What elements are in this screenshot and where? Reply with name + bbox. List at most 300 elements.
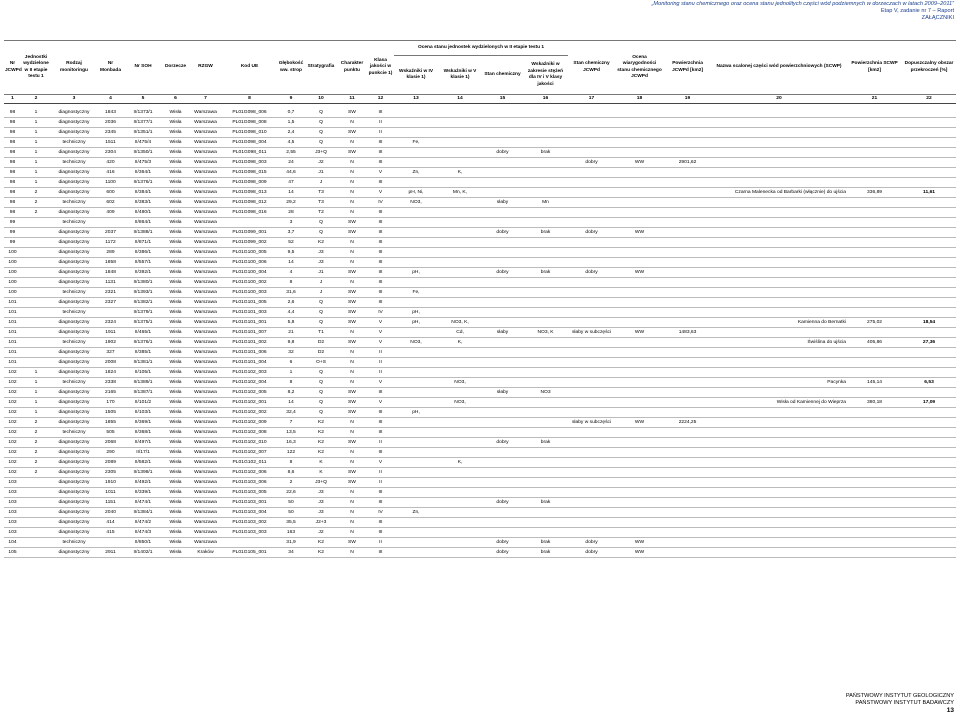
table-cell — [615, 118, 664, 128]
table-cell — [615, 258, 664, 268]
table-cell: Warszawa — [189, 428, 222, 438]
table-row — [4, 398, 956, 408]
table-cell — [847, 268, 902, 278]
table-cell — [847, 138, 902, 148]
table-cell — [21, 258, 51, 268]
table-cell: SW — [337, 538, 367, 548]
table-cell: brak — [523, 438, 568, 448]
table-cell — [902, 168, 956, 178]
table-cell: 1511 — [97, 138, 124, 148]
table-cell: Wisła — [162, 208, 189, 218]
table-cell — [902, 308, 956, 318]
table-cell: Wisła — [162, 308, 189, 318]
table-cell — [711, 218, 847, 228]
table-cell: Wisła — [162, 288, 189, 298]
table-cell — [97, 218, 124, 228]
table-cell: Q — [305, 368, 337, 378]
table-cell: 22,6 — [277, 488, 305, 498]
table-cell: II/385/1 — [124, 348, 162, 358]
table-row — [4, 258, 956, 268]
table-cell: K, — [438, 168, 482, 178]
table-cell — [394, 328, 438, 338]
table-cell — [847, 118, 902, 128]
table-cell — [847, 288, 902, 298]
table-cell — [394, 248, 438, 258]
table-cell: 101 — [4, 328, 21, 338]
table-cell: 336,89 — [847, 188, 902, 198]
table-cell: 104 — [4, 538, 21, 548]
column-header: Wskaźniki w IV klasie 1) — [394, 56, 438, 95]
table-cell: Q — [305, 228, 337, 238]
table-cell — [438, 528, 482, 538]
column-number: 10 — [305, 95, 337, 104]
table-cell: Warszawa — [189, 328, 222, 338]
table-cell — [615, 458, 664, 468]
table-cell: 52 — [277, 238, 305, 248]
table-cell — [482, 428, 523, 438]
column-number: 5 — [124, 95, 162, 104]
table-cell: 102 — [4, 408, 21, 418]
table-cell — [523, 468, 568, 478]
column-number: 6 — [162, 95, 189, 104]
table-cell: O+S — [305, 358, 337, 368]
table-cell — [394, 418, 438, 428]
table-cell — [222, 218, 277, 228]
table-cell: II/392/1 — [124, 268, 162, 278]
table-cell: diagnostyczny — [51, 318, 97, 328]
table-cell — [482, 338, 523, 348]
table-cell — [568, 518, 615, 528]
table-cell: WW — [615, 268, 664, 278]
table-cell: II/492/1 — [124, 478, 162, 488]
table-cell — [394, 528, 438, 538]
table-cell — [615, 358, 664, 368]
table-cell: Q — [305, 318, 337, 328]
table-cell: 27,36 — [902, 338, 956, 348]
column-header: Wskaźniki w V klasie 1) — [438, 56, 482, 95]
table-cell — [847, 278, 902, 288]
table-cell — [394, 368, 438, 378]
table-cell: 101 — [4, 338, 21, 348]
table-cell — [438, 418, 482, 428]
table-cell: II/1376/1 — [124, 338, 162, 348]
table-cell: PL01G098_006 — [222, 108, 277, 118]
table-cell: PL01G103_005 — [222, 488, 277, 498]
table-cell — [568, 168, 615, 178]
table-cell — [482, 208, 523, 218]
table-cell: Wisła — [162, 108, 189, 118]
table-cell: Fe, — [394, 138, 438, 148]
table-cell: 6 — [277, 358, 305, 368]
table-cell: 2 — [21, 418, 51, 428]
table-cell: 409 — [97, 208, 124, 218]
table-cell: Wisła — [162, 318, 189, 328]
table-cell — [568, 298, 615, 308]
table-cell: II/1393/1 — [124, 288, 162, 298]
table-cell: Warszawa — [189, 178, 222, 188]
table-row — [4, 148, 956, 158]
table-cell — [21, 308, 51, 318]
table-cell: dobry — [568, 548, 615, 558]
table-cell: III — [367, 258, 394, 268]
table-cell — [711, 178, 847, 188]
table-cell — [438, 258, 482, 268]
table-cell: J3 — [305, 488, 337, 498]
table-cell: Wisła — [162, 188, 189, 198]
table-cell — [394, 438, 438, 448]
table-cell — [21, 248, 51, 258]
column-header: Charakter punktu — [337, 41, 367, 95]
table-cell — [664, 128, 711, 138]
table-cell — [615, 398, 664, 408]
table-cell — [615, 488, 664, 498]
table-cell: K2 — [305, 238, 337, 248]
table-cell: N — [337, 428, 367, 438]
table-cell: Warszawa — [189, 318, 222, 328]
table-cell — [711, 298, 847, 308]
table-cell — [664, 138, 711, 148]
table-cell: 14 — [277, 258, 305, 268]
table-row — [4, 228, 956, 238]
table-cell — [664, 468, 711, 478]
table-cell — [847, 508, 902, 518]
table-cell: J3+Q — [305, 148, 337, 158]
table-cell: Kraków — [189, 548, 222, 558]
table-cell: 14 — [277, 398, 305, 408]
table-cell: 8 — [277, 458, 305, 468]
table-cell: 24 — [277, 158, 305, 168]
table-cell: Wisła — [162, 198, 189, 208]
table-cell: 327 — [97, 348, 124, 358]
table-cell: 7 — [277, 418, 305, 428]
table-cell: słaby w subczęści — [568, 418, 615, 428]
table-cell — [711, 458, 847, 468]
table-row — [4, 158, 956, 168]
report-title: „Monitoring stanu chemicznego oraz ocena stanu jednolitych części wód podziemnych w dorzeczach w latach 2009–2011” — [651, 1, 954, 7]
table-cell — [847, 438, 902, 448]
table-cell: 2 — [277, 478, 305, 488]
table-cell — [711, 408, 847, 418]
table-cell — [902, 178, 956, 188]
table-cell: K2 — [305, 428, 337, 438]
table-cell: III — [367, 178, 394, 188]
table-cell — [711, 198, 847, 208]
table-cell — [523, 248, 568, 258]
table-cell: PL01G098_009 — [222, 178, 277, 188]
table-cell — [523, 308, 568, 318]
table-cell — [902, 328, 956, 338]
table-cell — [438, 368, 482, 378]
table-cell — [21, 278, 51, 288]
table-cell: 2165 — [97, 388, 124, 398]
table-cell: 31,9 — [277, 538, 305, 548]
table-cell: diagnostyczny — [51, 268, 97, 278]
table-cell: PL01G098_003 — [222, 158, 277, 168]
table-cell: T1 — [305, 328, 337, 338]
table-cell: II/1351/1 — [124, 128, 162, 138]
table-cell: PL01G098_016 — [222, 208, 277, 218]
table-cell: II — [367, 538, 394, 548]
table-cell — [568, 288, 615, 298]
table-cell — [664, 458, 711, 468]
table-cell: Wisła — [162, 158, 189, 168]
table-cell — [394, 258, 438, 268]
table-cell: PL01G100_004 — [222, 268, 277, 278]
table-cell: PL01G098_004 — [222, 138, 277, 148]
table-cell — [523, 398, 568, 408]
table-cell — [902, 348, 956, 358]
table-cell: N — [337, 178, 367, 188]
table-cell: II/1389/1 — [124, 378, 162, 388]
table-cell — [902, 408, 956, 418]
table-cell — [21, 538, 51, 548]
table-cell: 1151 — [97, 498, 124, 508]
table-cell: Warszawa — [189, 308, 222, 318]
table-cell — [21, 268, 51, 278]
table-cell: 2040 — [97, 508, 124, 518]
table-cell: N — [337, 238, 367, 248]
table-cell: dobry — [482, 438, 523, 448]
table-cell: Wisła — [162, 458, 189, 468]
table-cell: diagnostyczny — [51, 238, 97, 248]
column-header: Dopuszczalny obszar przekroczeń [%] — [902, 41, 956, 95]
table-cell: 102 — [4, 448, 21, 458]
table-cell — [482, 458, 523, 468]
table-cell — [615, 288, 664, 298]
table-cell: WW — [615, 538, 664, 548]
table-cell — [711, 488, 847, 498]
table-cell: 1 — [21, 148, 51, 158]
table-cell: II/1380/1 — [124, 278, 162, 288]
table-cell: dobry — [482, 548, 523, 558]
table-cell: K2 — [305, 448, 337, 458]
table-cell — [482, 168, 523, 178]
table-cell: 1 — [21, 368, 51, 378]
table-cell — [438, 208, 482, 218]
table-cell: J3+Q — [305, 478, 337, 488]
report-stage: Etap V, zadanie nr 7 – Raport — [880, 8, 954, 14]
table-cell: II/1402/1 — [124, 548, 162, 558]
table-cell — [711, 238, 847, 248]
column-number: 20 — [711, 95, 847, 104]
table-cell — [902, 428, 956, 438]
table-cell — [711, 478, 847, 488]
table-cell: słaby — [482, 198, 523, 208]
table-cell — [482, 358, 523, 368]
table-cell — [523, 338, 568, 348]
table-cell: III — [367, 218, 394, 228]
table-cell: SW — [337, 108, 367, 118]
table-cell — [615, 368, 664, 378]
table-cell: III — [367, 498, 394, 508]
table-row — [4, 318, 956, 328]
table-cell: Warszawa — [189, 378, 222, 388]
table-cell — [711, 538, 847, 548]
column-header: Nr JCWPd — [4, 41, 21, 95]
table-cell — [482, 298, 523, 308]
table-cell: K, — [438, 338, 482, 348]
table-cell: II/474/3 — [124, 528, 162, 538]
table-cell — [615, 318, 664, 328]
table-cell — [438, 518, 482, 528]
table-cell — [711, 118, 847, 128]
table-cell — [394, 238, 438, 248]
table-cell: III — [367, 548, 394, 558]
table-cell — [664, 318, 711, 328]
table-cell: Wisła — [162, 528, 189, 538]
column-number: 12 — [367, 95, 394, 104]
table-cell — [438, 408, 482, 418]
table-row — [4, 438, 956, 448]
table-cell: 414 — [97, 518, 124, 528]
table-cell — [568, 528, 615, 538]
table-cell: 35,5 — [277, 518, 305, 528]
table-cell: Zn, — [394, 508, 438, 518]
table-cell — [438, 508, 482, 518]
table-cell: 1100 — [97, 178, 124, 188]
table-cell: K2 — [305, 538, 337, 548]
table-cell — [438, 268, 482, 278]
table-cell: 2 — [21, 438, 51, 448]
table-cell — [438, 288, 482, 298]
table-cell: Mn, K, — [438, 188, 482, 198]
table-cell: II/1379/1 — [124, 308, 162, 318]
table-cell: 1 — [21, 118, 51, 128]
column-number: 3 — [51, 95, 97, 104]
column-number: 1 — [4, 95, 21, 104]
table-cell: Warszawa — [189, 368, 222, 378]
table-cell: 9,5 — [277, 248, 305, 258]
table-cell: 103 — [4, 528, 21, 538]
table-cell: 122 — [277, 448, 305, 458]
table-cell: diagnostyczny — [51, 208, 97, 218]
table-cell: 99 — [4, 228, 21, 238]
table-cell — [615, 188, 664, 198]
table-cell — [847, 518, 902, 528]
table-cell: Warszawa — [189, 338, 222, 348]
table-row — [4, 208, 956, 218]
table-cell: II/103/1 — [124, 408, 162, 418]
column-number: 17 — [568, 95, 615, 104]
table-cell: Warszawa — [189, 158, 222, 168]
table-cell: dobry — [568, 268, 615, 278]
table-cell: K2 — [305, 548, 337, 558]
table-cell — [847, 538, 902, 548]
table-cell: 1 — [21, 168, 51, 178]
table-cell: III — [367, 228, 394, 238]
table-cell: N — [337, 358, 367, 368]
table-cell: III — [367, 248, 394, 258]
table-cell: 98 — [4, 158, 21, 168]
table-cell — [568, 498, 615, 508]
table-cell: SW — [337, 298, 367, 308]
table-cell: diagnostyczny — [51, 118, 97, 128]
table-cell: Q — [305, 218, 337, 228]
document-footer — [846, 693, 954, 714]
table-row — [4, 268, 956, 278]
table-cell: II/1382/1 — [124, 298, 162, 308]
table-cell — [523, 348, 568, 358]
table-cell: II/475/4 — [124, 138, 162, 148]
table-cell — [902, 288, 956, 298]
table-cell: J2 — [305, 158, 337, 168]
table-cell: Warszawa — [189, 278, 222, 288]
table-cell: 31,6 — [277, 288, 305, 298]
table-cell: 1 — [21, 378, 51, 388]
table-cell — [664, 308, 711, 318]
table-cell — [664, 358, 711, 368]
table-cell: II/1375/1 — [124, 318, 162, 328]
table-row — [4, 248, 956, 258]
table-cell — [711, 128, 847, 138]
table-cell: 0,7 — [277, 108, 305, 118]
table-cell: K, — [438, 458, 482, 468]
table-cell: Wisła — [162, 178, 189, 188]
table-cell — [394, 478, 438, 488]
annex-label: ZAŁĄCZNIKI — [921, 15, 954, 21]
table-cell: Wisła — [162, 418, 189, 428]
table-cell — [664, 528, 711, 538]
table-cell — [664, 538, 711, 548]
table-cell: 2327 — [97, 298, 124, 308]
table-cell — [847, 108, 902, 118]
table-cell: Warszawa — [189, 518, 222, 528]
table-cell: Warszawa — [189, 238, 222, 248]
table-cell — [523, 168, 568, 178]
table-cell — [664, 378, 711, 388]
table-cell: Świślina do ujścia — [711, 338, 847, 348]
column-header: RZGW — [189, 41, 222, 95]
table-cell — [615, 128, 664, 138]
table-cell: PL01G103_001 — [222, 498, 277, 508]
table-cell — [21, 318, 51, 328]
table-cell: diagnostyczny — [51, 398, 97, 408]
table-cell: techniczny — [51, 138, 97, 148]
table-cell: 2,4 — [277, 128, 305, 138]
table-cell: II/850/1 — [124, 538, 162, 548]
table-cell: SW — [337, 438, 367, 448]
table-row — [4, 328, 956, 338]
table-cell: WW — [615, 228, 664, 238]
table-cell: Wisła — [162, 398, 189, 408]
table-cell: SW — [337, 218, 367, 228]
table-cell — [394, 428, 438, 438]
table-cell — [902, 128, 956, 138]
table-cell — [664, 488, 711, 498]
table-cell — [482, 488, 523, 498]
table-cell: J3 — [305, 248, 337, 258]
table-cell — [847, 198, 902, 208]
table-cell: 11,61 — [902, 188, 956, 198]
table-cell — [482, 278, 523, 288]
table-cell: Warszawa — [189, 348, 222, 358]
table-cell: T3 — [305, 188, 337, 198]
table-cell — [664, 518, 711, 528]
table-cell: 21 — [277, 328, 305, 338]
table-cell — [523, 188, 568, 198]
table-cell: Warszawa — [189, 118, 222, 128]
table-cell — [523, 478, 568, 488]
table-cell: II/1388/1 — [124, 228, 162, 238]
table-cell: PL01G102_006 — [222, 468, 277, 478]
table-cell: 102 — [4, 378, 21, 388]
table-cell — [21, 218, 51, 228]
table-row — [4, 198, 956, 208]
column-header: Nr Monbada — [97, 41, 124, 95]
table-cell — [711, 438, 847, 448]
table-cell: diagnostyczny — [51, 168, 97, 178]
table-cell: diagnostyczny — [51, 278, 97, 288]
